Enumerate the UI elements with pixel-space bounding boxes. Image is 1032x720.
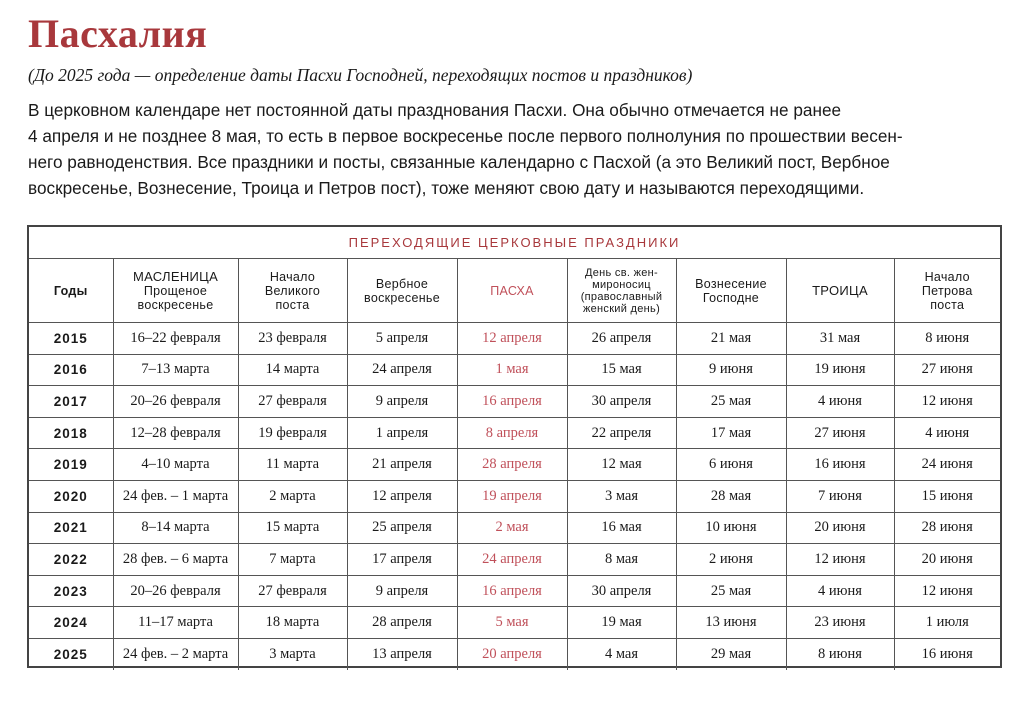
table-cell: 17 апреля	[347, 544, 457, 576]
table-cell: 16 мая	[567, 512, 676, 544]
table-caption: ПЕРЕХОДЯЩИЕ ЦЕРКОВНЫЕ ПРАЗДНИКИ	[29, 227, 1000, 259]
col-header-myrrhbearers: День св. жен- мироносиц (православный женский день)	[567, 259, 676, 323]
table-header-row	[29, 259, 1000, 323]
col-header-great-lent: Начало Великого поста	[238, 259, 347, 323]
table-row	[29, 323, 1000, 355]
table-cell: 21 апреля	[347, 449, 457, 481]
table-cell: 2 июня	[676, 544, 786, 576]
table-cell: 7 марта	[238, 544, 347, 576]
table-cell: 8–14 марта	[113, 512, 238, 544]
table-cell: 16 июня	[894, 638, 1000, 669]
table-cell: 13 апреля	[347, 638, 457, 669]
table-cell: 28 фев. – 6 марта	[113, 544, 238, 576]
table-cell: 25 мая	[676, 575, 786, 607]
table-cell: 1 июля	[894, 607, 1000, 639]
table-cell: 20–26 февраля	[113, 386, 238, 418]
table-cell: 12 июня	[786, 544, 894, 576]
year-cell: 2025	[29, 638, 113, 669]
table-cell: 4 июня	[786, 575, 894, 607]
table-row	[29, 354, 1000, 386]
table-cell: 20 июня	[786, 512, 894, 544]
year-cell: 2024	[29, 607, 113, 639]
table-cell: 19 февраля	[238, 417, 347, 449]
page-title: Пасхалия	[28, 11, 208, 56]
year-cell: 2019	[29, 449, 113, 481]
col-header-palm-sunday: Вербное воскресенье	[347, 259, 457, 323]
table-cell: 9 июня	[676, 354, 786, 386]
table-cell: 16–22 февраля	[113, 323, 238, 355]
table-cell: 16 июня	[786, 449, 894, 481]
table-cell: 28 июня	[894, 512, 1000, 544]
table-cell: 27 февраля	[238, 386, 347, 418]
easter-cell: 8 апреля	[457, 417, 567, 449]
table-cell: 10 июня	[676, 512, 786, 544]
table-cell: 8 июня	[786, 638, 894, 669]
table-row	[29, 449, 1000, 481]
easter-cell: 16 апреля	[457, 386, 567, 418]
year-cell: 2021	[29, 512, 113, 544]
table-cell: 25 апреля	[347, 512, 457, 544]
table-row	[29, 480, 1000, 512]
table-cell: 14 марта	[238, 354, 347, 386]
year-cell: 2022	[29, 544, 113, 576]
table-cell: 6 июня	[676, 449, 786, 481]
table-cell: 17 мая	[676, 417, 786, 449]
table-cell: 3 марта	[238, 638, 347, 669]
table-cell: 28 мая	[676, 480, 786, 512]
intro-paragraph	[28, 97, 1013, 201]
table-row	[29, 638, 1000, 669]
table-cell: 4–10 марта	[113, 449, 238, 481]
year-cell: 2015	[29, 323, 113, 355]
table-cell: 4 мая	[567, 638, 676, 669]
year-cell: 2023	[29, 575, 113, 607]
table-row	[29, 417, 1000, 449]
intro-line: В церковном календаре нет постоянной даты празднования Пасхи. Она обычно отмечается не ранее	[28, 100, 842, 120]
year-cell: 2016	[29, 354, 113, 386]
table-cell: 29 мая	[676, 638, 786, 669]
table-cell: 15 июня	[894, 480, 1000, 512]
easter-cell: 2 мая	[457, 512, 567, 544]
table-cell: 12 апреля	[347, 480, 457, 512]
year-cell: 2017	[29, 386, 113, 418]
easter-cell: 1 мая	[457, 354, 567, 386]
intro-line: воскресенье, Вознесение, Троица и Петров пост), тоже меняют свою дату и называются переходящими.	[28, 178, 865, 198]
easter-cell: 16 апреля	[457, 575, 567, 607]
table-cell: 24 апреля	[347, 354, 457, 386]
table-cell: 27 июня	[786, 417, 894, 449]
table-cell: 11 марта	[238, 449, 347, 481]
table-cell: 4 июня	[894, 417, 1000, 449]
table-cell: 24 фев. – 1 марта	[113, 480, 238, 512]
table-body	[29, 323, 1000, 670]
holidays-table	[27, 225, 1002, 668]
table-cell: 22 апреля	[567, 417, 676, 449]
table-row	[29, 607, 1000, 639]
table-cell: 19 мая	[567, 607, 676, 639]
table-row	[29, 575, 1000, 607]
table-cell: 19 июня	[786, 354, 894, 386]
table-cell: 8 мая	[567, 544, 676, 576]
table-cell: 11–17 марта	[113, 607, 238, 639]
easter-cell: 28 апреля	[457, 449, 567, 481]
table-cell: 4 июня	[786, 386, 894, 418]
easter-cell: 19 апреля	[457, 480, 567, 512]
col-header-trinity: ТРОИЦА	[786, 259, 894, 323]
table-cell: 27 июня	[894, 354, 1000, 386]
table-cell: 3 мая	[567, 480, 676, 512]
col-header-ascension: Вознесение Господне	[676, 259, 786, 323]
table-cell: 8 июня	[894, 323, 1000, 355]
col-header-easter: ПАСХА	[457, 259, 567, 323]
table-cell: 13 июня	[676, 607, 786, 639]
table-row	[29, 512, 1000, 544]
table-cell: 31 мая	[786, 323, 894, 355]
easter-cell: 20 апреля	[457, 638, 567, 669]
holidays-grid	[29, 259, 1000, 670]
table-cell: 23 февраля	[238, 323, 347, 355]
year-cell: 2018	[29, 417, 113, 449]
table-cell: 12 июня	[894, 575, 1000, 607]
page-subtitle: (До 2025 года — определение даты Пасхи Господней, переходящих постов и праздников)	[28, 65, 693, 85]
table-cell: 30 апреля	[567, 575, 676, 607]
table-cell: 30 апреля	[567, 386, 676, 418]
table-cell: 12 мая	[567, 449, 676, 481]
easter-cell: 12 апреля	[457, 323, 567, 355]
year-cell: 2020	[29, 480, 113, 512]
table-cell: 1 апреля	[347, 417, 457, 449]
col-header-years: Годы	[29, 259, 113, 323]
table-cell: 12 июня	[894, 386, 1000, 418]
table-cell: 24 июня	[894, 449, 1000, 481]
table-cell: 12–28 февраля	[113, 417, 238, 449]
col-header-peter-fast: Начало Петрова поста	[894, 259, 1000, 323]
table-cell: 21 мая	[676, 323, 786, 355]
intro-line: него равноденствия. Все праздники и посты, связанные календарно с Пасхой (а это Великий пост, Вербное	[28, 152, 890, 172]
table-cell: 27 февраля	[238, 575, 347, 607]
easter-cell: 5 мая	[457, 607, 567, 639]
table-row	[29, 386, 1000, 418]
table-cell: 7–13 марта	[113, 354, 238, 386]
table-cell: 9 апреля	[347, 575, 457, 607]
table-cell: 24 фев. – 2 марта	[113, 638, 238, 669]
table-cell: 15 мая	[567, 354, 676, 386]
table-cell: 28 апреля	[347, 607, 457, 639]
table-cell: 7 июня	[786, 480, 894, 512]
table-cell: 5 апреля	[347, 323, 457, 355]
intro-line: 4 апреля и не позднее 8 мая, то есть в первое воскресенье после первого полнолуния по прошествии весен-	[28, 126, 903, 146]
table-cell: 9 апреля	[347, 386, 457, 418]
table-cell: 23 июня	[786, 607, 894, 639]
col-header-maslenitsa: МАСЛЕНИЦА Прощеное воскресенье	[113, 259, 238, 323]
table-cell: 15 марта	[238, 512, 347, 544]
table-cell: 20 июня	[894, 544, 1000, 576]
table-cell: 25 мая	[676, 386, 786, 418]
table-row	[29, 544, 1000, 576]
easter-cell: 24 апреля	[457, 544, 567, 576]
table-cell: 18 марта	[238, 607, 347, 639]
table-cell: 2 марта	[238, 480, 347, 512]
table-cell: 20–26 февраля	[113, 575, 238, 607]
table-cell: 26 апреля	[567, 323, 676, 355]
